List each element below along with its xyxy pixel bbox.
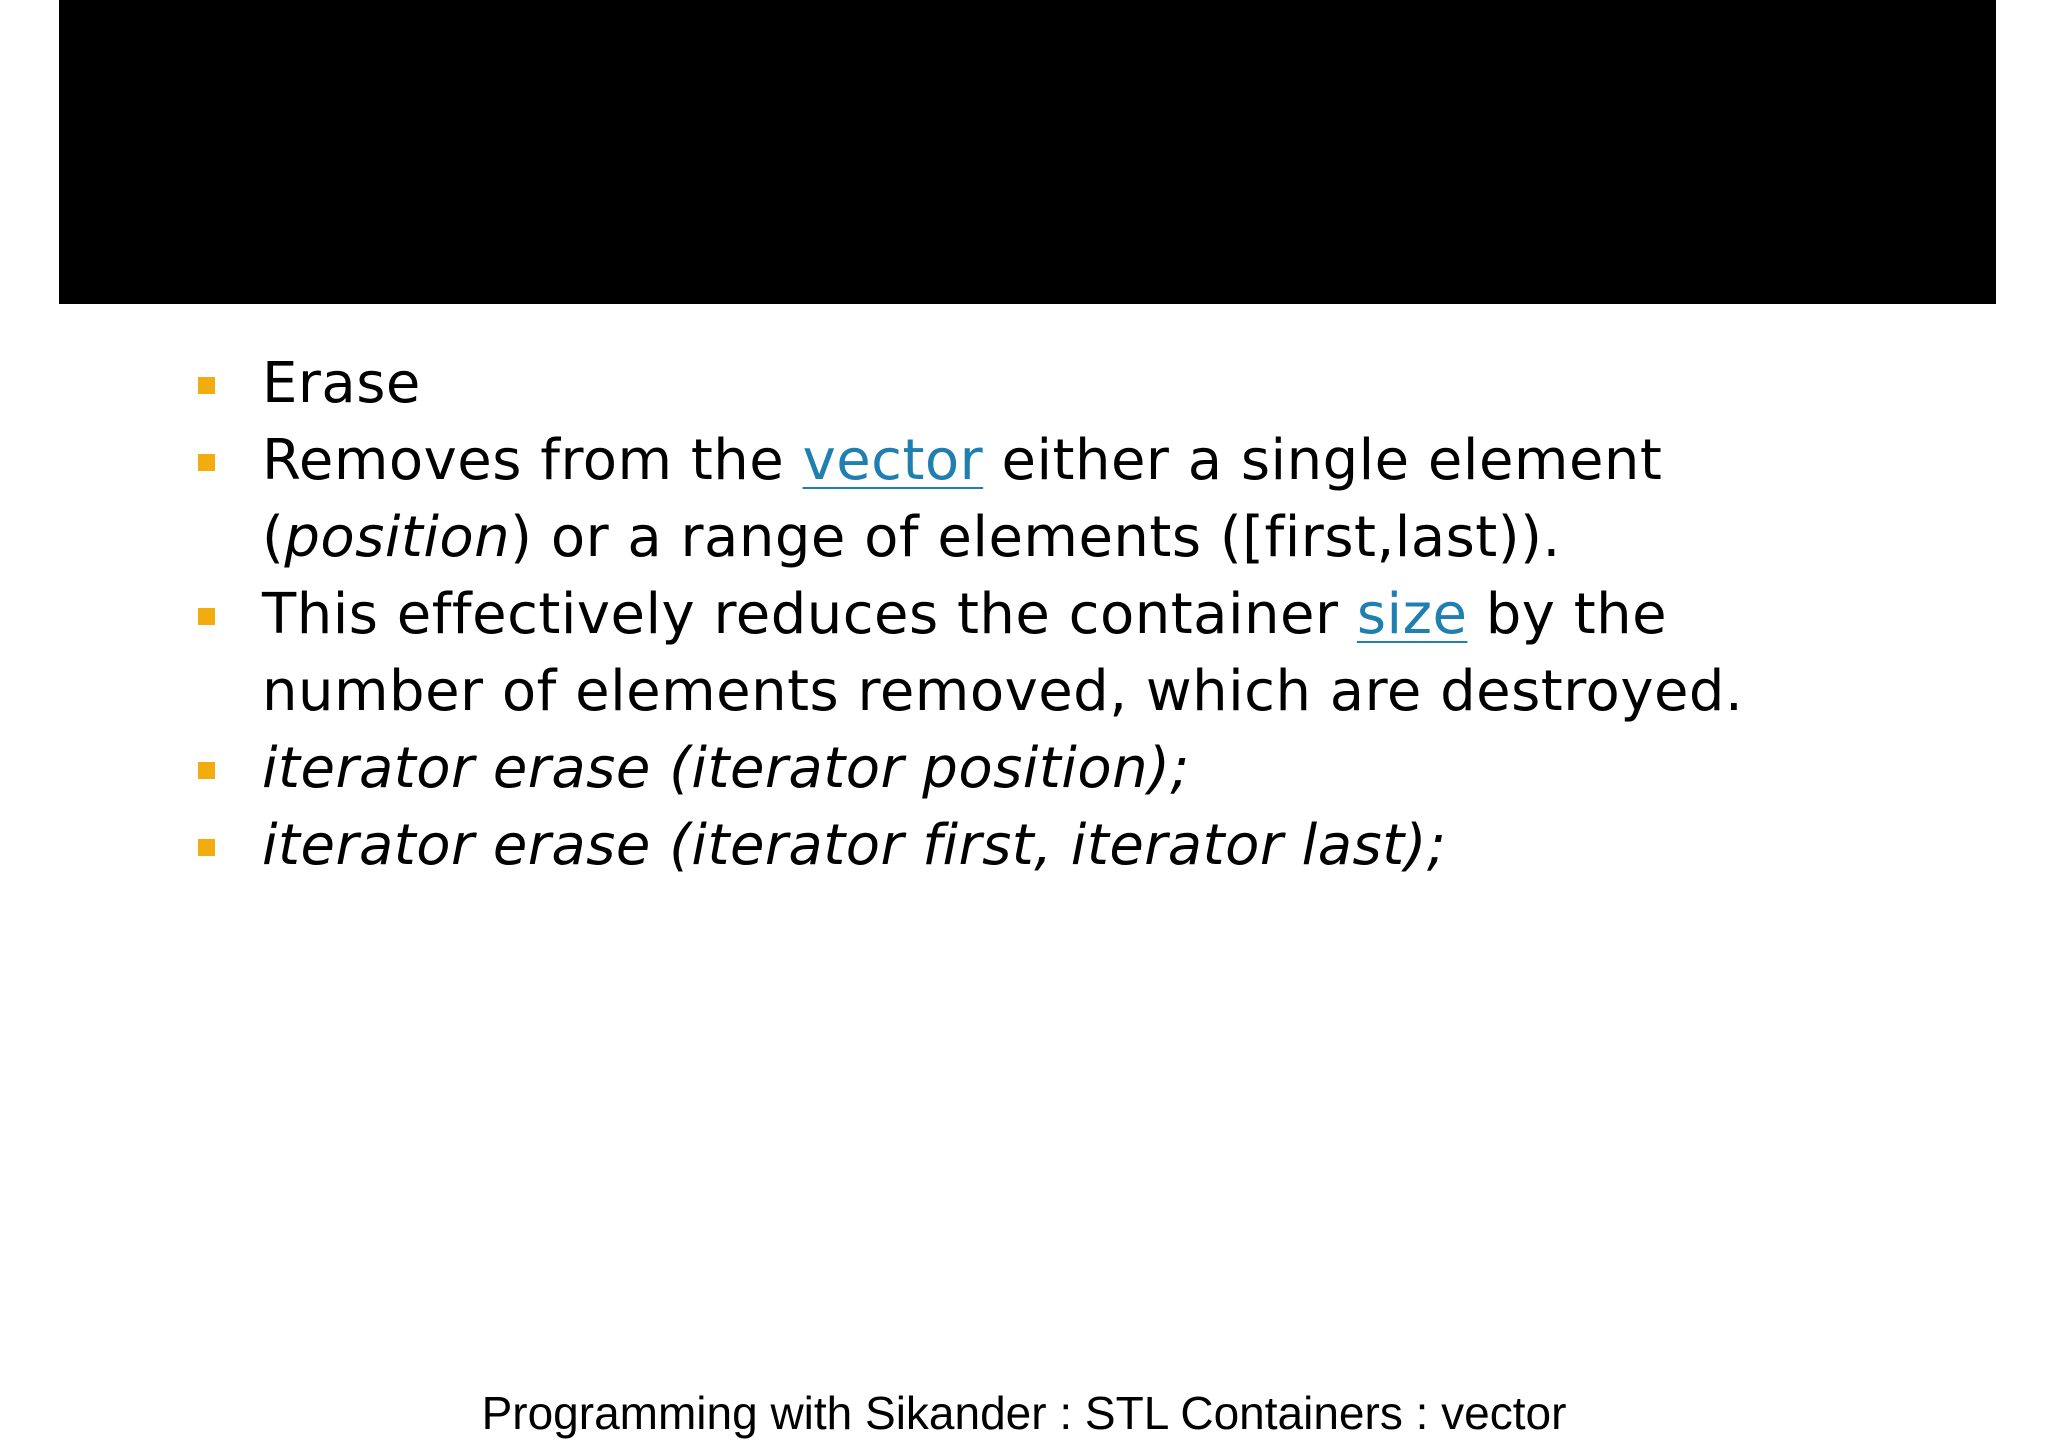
bullet-text: This effectively reduces the container xyxy=(262,582,1357,647)
bullet-marker-icon xyxy=(198,608,215,625)
vector-link[interactable]: vector xyxy=(802,428,984,493)
bullet-text: Erase xyxy=(262,351,421,416)
bullet-removes xyxy=(190,422,1890,576)
bullet-list xyxy=(190,345,1890,884)
bullet-marker-icon xyxy=(198,377,215,394)
size-link[interactable]: size xyxy=(1356,582,1468,647)
bullet-text: ) or a range of elements ([first,last)). xyxy=(510,505,1561,570)
code-signature: iterator erase (iterator first, iterator last); xyxy=(262,813,1447,878)
code-signature: iterator erase (iterator position); xyxy=(262,736,1190,801)
bullet-erase-signature-1 xyxy=(190,730,1890,807)
position-term: position xyxy=(284,505,511,570)
bullet-erase xyxy=(190,345,1890,422)
bullet-marker-icon xyxy=(198,839,215,856)
bullet-text: by the number of elements removed, which are destroyed. xyxy=(262,582,1744,724)
slide-footer: Programming with Sikander : STL Containers : vector xyxy=(481,1387,1567,1439)
bullet-reduces-size xyxy=(190,576,1890,730)
bullet-marker-icon xyxy=(198,762,215,779)
bullet-text: Removes from the xyxy=(262,428,803,493)
bullet-text: either a single element ( xyxy=(262,428,1663,570)
bullet-marker-icon xyxy=(198,454,215,471)
bullet-erase-signature-2 xyxy=(190,807,1890,884)
title-band xyxy=(59,0,1996,304)
